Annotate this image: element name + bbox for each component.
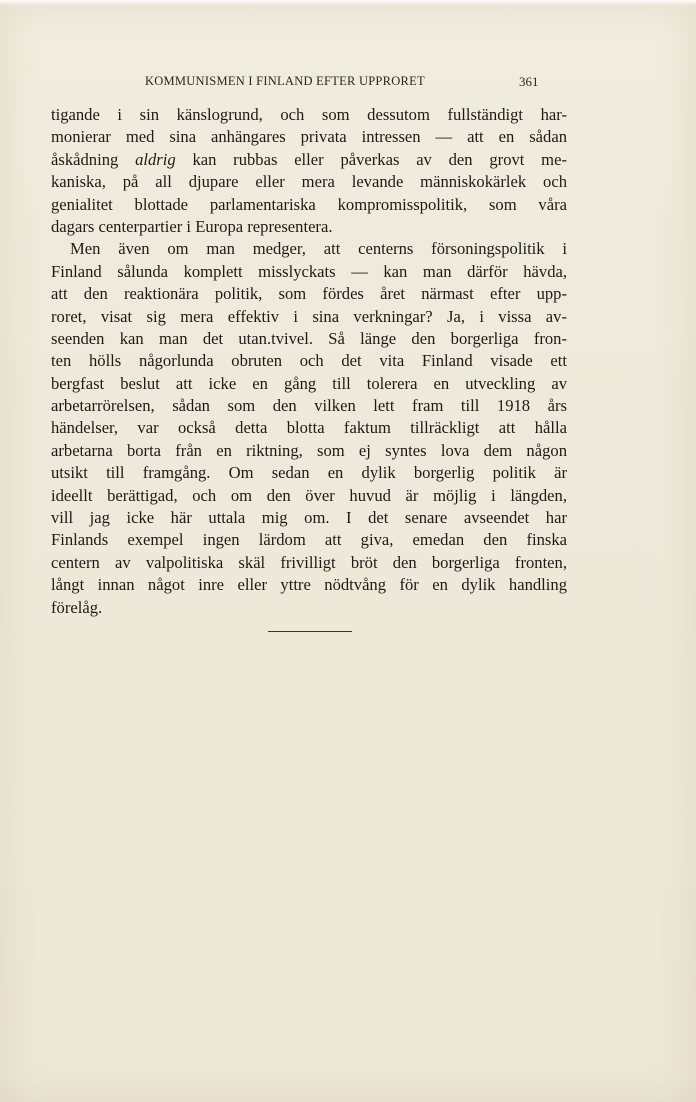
section-divider-rule bbox=[268, 631, 352, 632]
body-text bbox=[51, 104, 567, 619]
text-line: Men även om man medger, att centerns försoningspolitik i bbox=[70, 239, 567, 259]
running-title: KOMMUNISMEN I FINLAND EFTER UPPRORET bbox=[145, 74, 425, 88]
text-line: händelser, var också detta blotta faktum tillräckligt att hålla bbox=[51, 418, 567, 438]
text-line: Finland sålunda komplett misslyckats — kan man därför hävda, bbox=[51, 261, 567, 281]
text-line: att den reaktionära politik, som fördes året närmast efter upp- bbox=[51, 284, 567, 304]
text-line: ten hölls någorlunda obruten och det vita Finland visade ett bbox=[51, 351, 567, 371]
text-line: långt innan något inre eller yttre nödtvång för en dylik handling bbox=[51, 575, 567, 595]
page-number: 361 bbox=[519, 74, 539, 89]
text-line: roret, visat sig mera effektiv i sina verkningar? Ja, i vissa av- bbox=[51, 306, 567, 326]
text-line: bergfast beslut att icke en gång till tolerera en utveckling av bbox=[51, 373, 567, 393]
text-line: genialitet blottade parlamentariska kompromisspolitik, som våra bbox=[51, 194, 567, 214]
text-line: utsikt till framgång. Om sedan en dylik borgerlig politik är bbox=[51, 463, 567, 483]
text-line: arbetarrörelsen, sådan som den vilken lett fram till 1918 års bbox=[51, 396, 567, 416]
text-line: förelåg. bbox=[51, 597, 103, 617]
text-line: centern av valpolitiska skäl frivilligt bröt den borgerliga fronten, bbox=[51, 552, 567, 572]
text-segment: åskådning bbox=[51, 149, 119, 169]
text-line: tigande i sin känslogrund, och som dessutom fullständigt har- bbox=[51, 105, 567, 124]
text-line: monierar med sina anhängares privata intressen — att en sådan bbox=[51, 127, 567, 147]
text-line: ideellt berättigad, och om den över huvud är möjlig i längden, bbox=[51, 485, 567, 505]
text-line: dagars centerpartier i Europa representera. bbox=[51, 216, 333, 236]
emphasized-word: aldrig bbox=[135, 149, 176, 169]
text-line bbox=[51, 149, 567, 171]
text-line: kaniska, på all djupare eller mera levande människokärlek och bbox=[51, 172, 567, 192]
text-line: seenden kan man det utan.tvivel. Så länge den borgerliga fron- bbox=[51, 328, 567, 348]
text-segment: kan rubbas eller påverkas av den grovt me- bbox=[192, 149, 567, 169]
text-line: arbetarna borta från en riktning, som ej syntes lova dem någon bbox=[51, 440, 567, 460]
text-line: Finlands exempel ingen lärdom att giva, emedan den finska bbox=[51, 530, 567, 550]
text-line: vill jag icke här uttala mig om. I det senare avseendet har bbox=[51, 508, 567, 528]
running-header bbox=[0, 74, 696, 94]
